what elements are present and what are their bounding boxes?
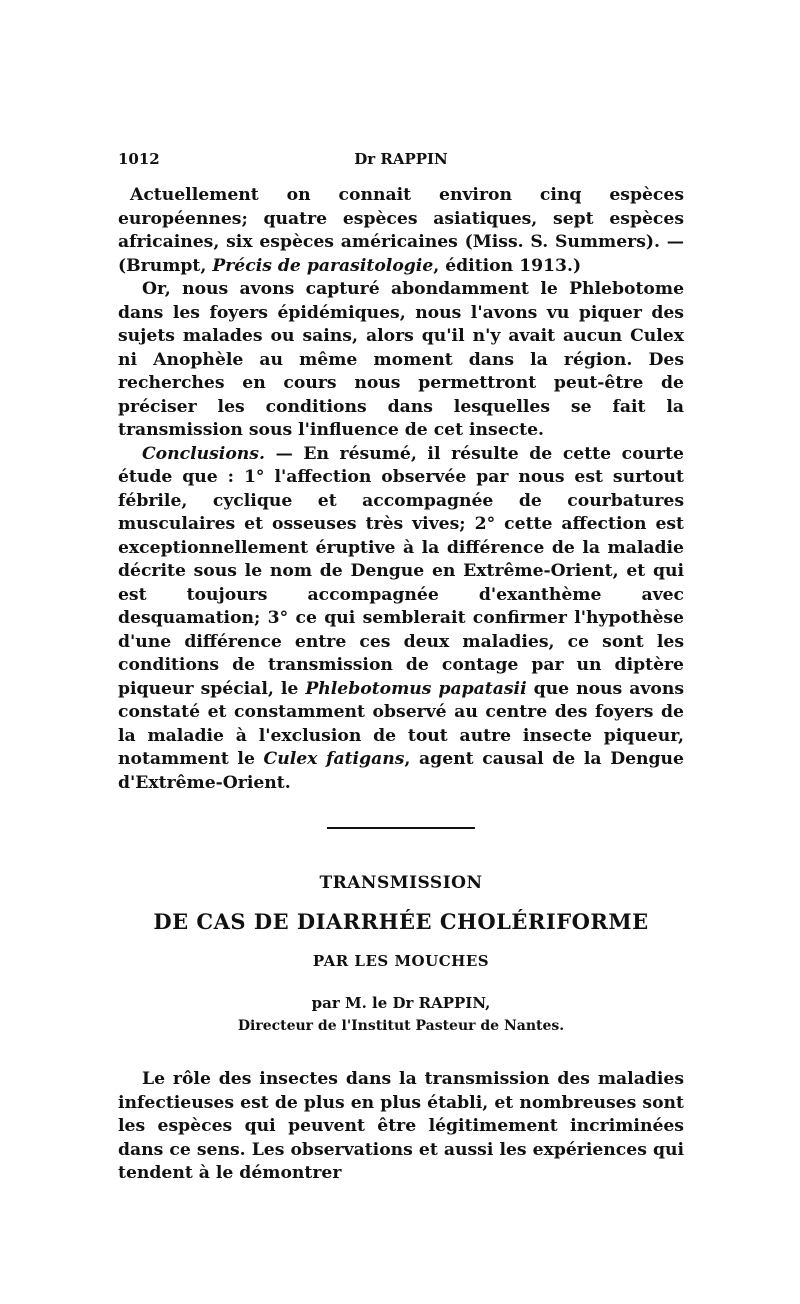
species-name-phlebotomus: Phlebotomus papatasii [305,678,527,699]
conclusions-text-c: , agent causal de la Dengue d'Extrême-Orient. [118,749,684,793]
paragraph-species [118,184,684,278]
conclusions-label: Conclusions. [142,443,265,464]
page-number: 1012 [118,150,160,168]
article-title-line2: DE CAS DE DIARRHÉE CHOLÉRIFORME [153,909,649,934]
paragraph-intro: Le rôle des insectes dans la transmission des maladies infectieuses est de plus en plus établi, et nombreuses sont les espèces qui peuvent être légitimement incriminées dans ce sens. Les observations et aussi les expériences qui tendent à le démontrer [118,1069,684,1183]
paragraph-species-end: , édition 1913.) [433,255,582,276]
conclusions-text-a: — En résumé, il résulte de cette courte étude que : 1° l'affection observée par nous est surtout fébrile, cyclique et accompagnée de courbatures musculaires et osseuses très vives; 2° cette affection est exceptionnellement éruptive à la différence de la maladie décrite sous le nom de Dengue en Extrême-Orient, et qui est toujours accompagnée d'exanthème avec desquamation; 3° ce qui semblerait confirmer l'hypothèse d'une différence entre ces deux maladies, ce sont les conditions de transmission de contage par un diptère piqueur spécial, le [118,443,684,699]
article-affiliation: Directeur de l'Institut Pasteur de Nantes. [237,1018,565,1034]
paragraph-conclusions [118,443,684,796]
section-divider [327,827,475,829]
page [118,150,684,1186]
article-title-line1: TRANSMISSION [319,873,483,893]
book-title: Précis de parasitologie [212,255,434,276]
paragraph-species-text: Actuellement on connait environ cinq espèces européennes; quatre espèces asiatiques, sept espèces africaines, six espèces américaines (Miss. S. Summers). — (Brumpt, [118,185,684,276]
paragraph-phlebotome: Or, nous avons capturé abondamment le Phlebotome dans les foyers épidémiques, nous l'avons vu piquer des sujets malades ou sains, alors qu'il n'y avait aucun Culex ni Anophèle au même moment dans la région. Des recherches en cours nous permettront peut-être de préciser les conditions dans lesquelles se fait la transmission sous l'influence de cet insecte. [118,279,684,440]
article-title-line3: PAR LES MOUCHES [312,952,490,970]
conclusions-text-b: que nous avons constaté et constamment observé au centre des foyers de la maladie à l'exclusion de tout autre insecte piqueur, notamment le [118,678,684,769]
running-head [118,150,684,174]
article-byline: par M. le Dr RAPPIN, [311,994,491,1012]
running-title: Dr RAPPIN [354,150,448,168]
species-name-culex: Culex fatigans [263,749,405,769]
